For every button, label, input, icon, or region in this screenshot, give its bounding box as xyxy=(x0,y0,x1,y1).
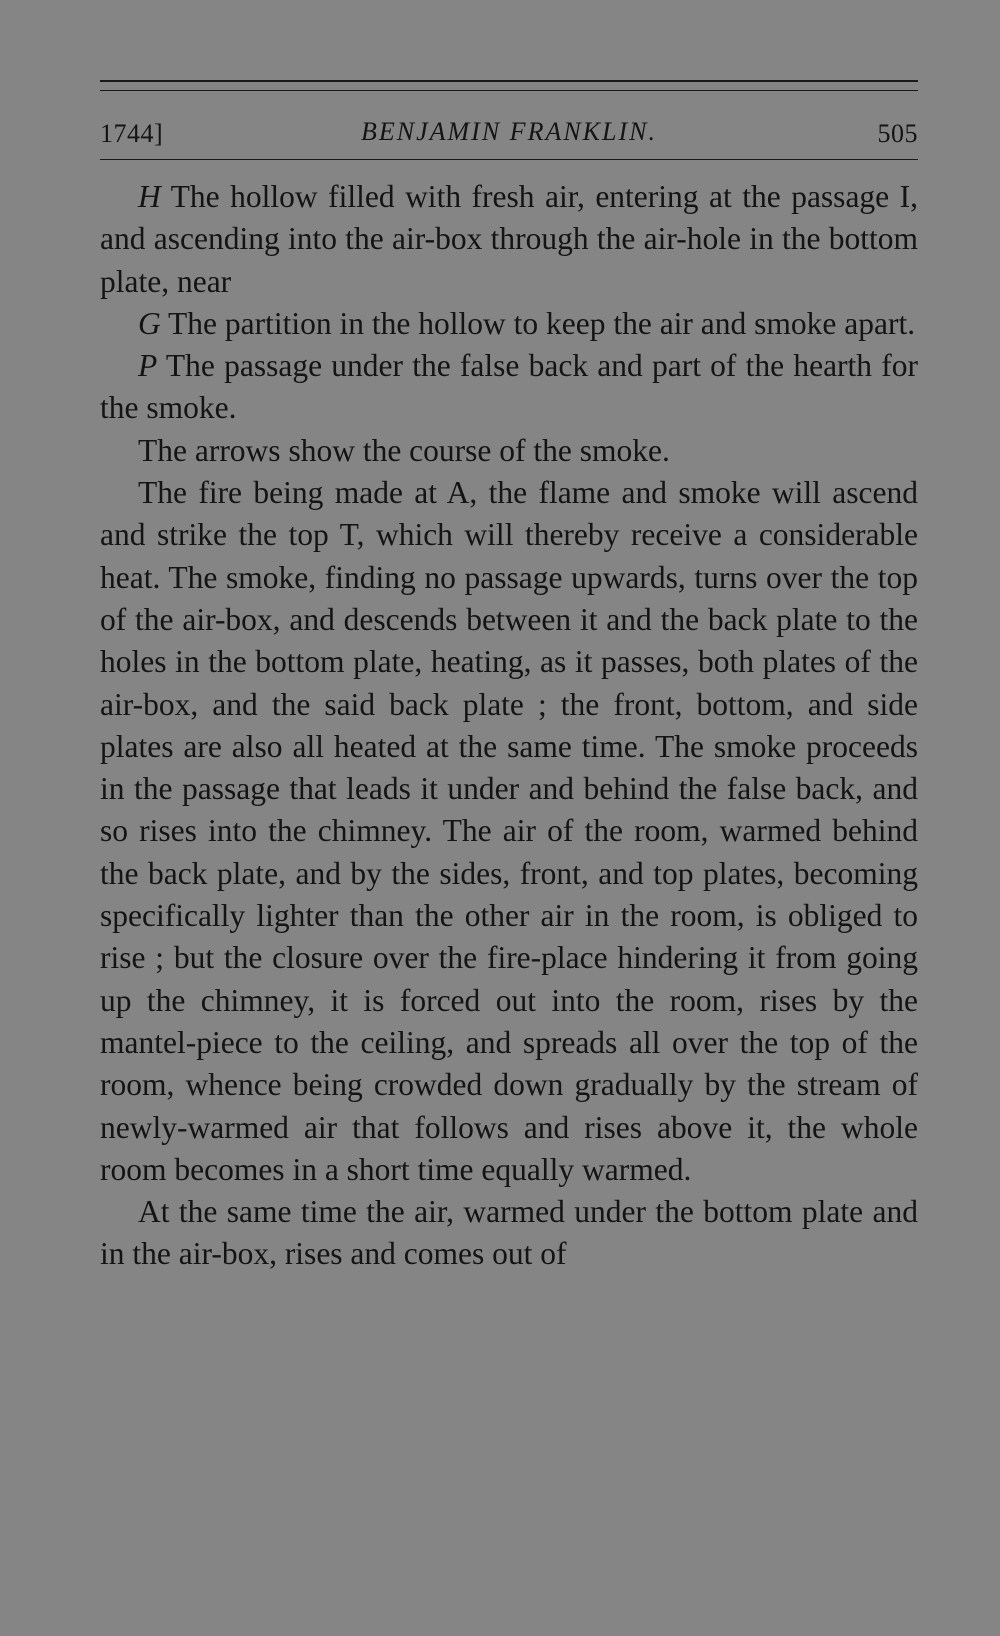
paragraph-text: The passage under the false back and part of the hearth for the smoke. xyxy=(100,348,918,426)
paragraph-hollow xyxy=(100,176,918,303)
paragraph-text: The hollow filled with fresh air, entering at the passage I, and ascending into the air-box through the air-hole in the bottom plate, near xyxy=(100,179,918,299)
paragraph-text: The arrows show the course of the smoke. xyxy=(138,432,670,468)
paragraph-text: The partition in the hollow to keep the air and smoke apart. xyxy=(160,305,916,341)
paragraph-same-time xyxy=(100,1191,918,1276)
running-head-title: BENJAMIN FRANKLIN. xyxy=(361,117,657,146)
paragraph-key: H xyxy=(138,179,161,214)
paragraph-key: G xyxy=(138,305,161,341)
body-text xyxy=(100,176,918,1276)
header-rule xyxy=(100,159,918,160)
paragraph-passage xyxy=(100,345,918,430)
paragraph-partition xyxy=(100,303,918,345)
top-double-rule xyxy=(100,80,918,91)
page-number: 505 xyxy=(877,119,918,148)
paragraph-key: P xyxy=(138,348,158,384)
paragraph-arrows xyxy=(100,430,918,472)
paragraph-text: At the same time the air, warmed under the bottom plate and in the air-box, rises and comes out of xyxy=(100,1194,918,1272)
paragraph-text: The fire being made at A, the flame and smoke will ascend and strike the top T, which will thereby receive a considerable heat. The smoke, finding no passage upwards, turns over the top of the air-box, and descends between it and the back plate to the holes in the bottom plate, heating, as it passes, both plates of the air-box, and the said back plate ; the front, bottom, and side plates are also all heated at the same time. The smoke proceeds in the passage that leads it under and behind the false back, and so rises into the chimney. The air of the room, warmed behind the back plate, and by the sides, front, and top plates, becoming specifically lighter than the other air in the room, is obliged to rise ; but the closure over the fire-place hindering it from going up the chimney, it is forced out into the room, rises by the mantel-piece to the ceiling, and spreads all over the top of the room, whence being crowded down gradually by the stream of newly-warmed air that follows and rises above it, the whole room becomes in a short time equally warmed. xyxy=(100,475,918,1187)
paragraph-fire xyxy=(100,472,918,1191)
book-page xyxy=(100,80,918,1276)
running-head-year: 1744] xyxy=(100,119,164,148)
running-head xyxy=(100,107,918,159)
